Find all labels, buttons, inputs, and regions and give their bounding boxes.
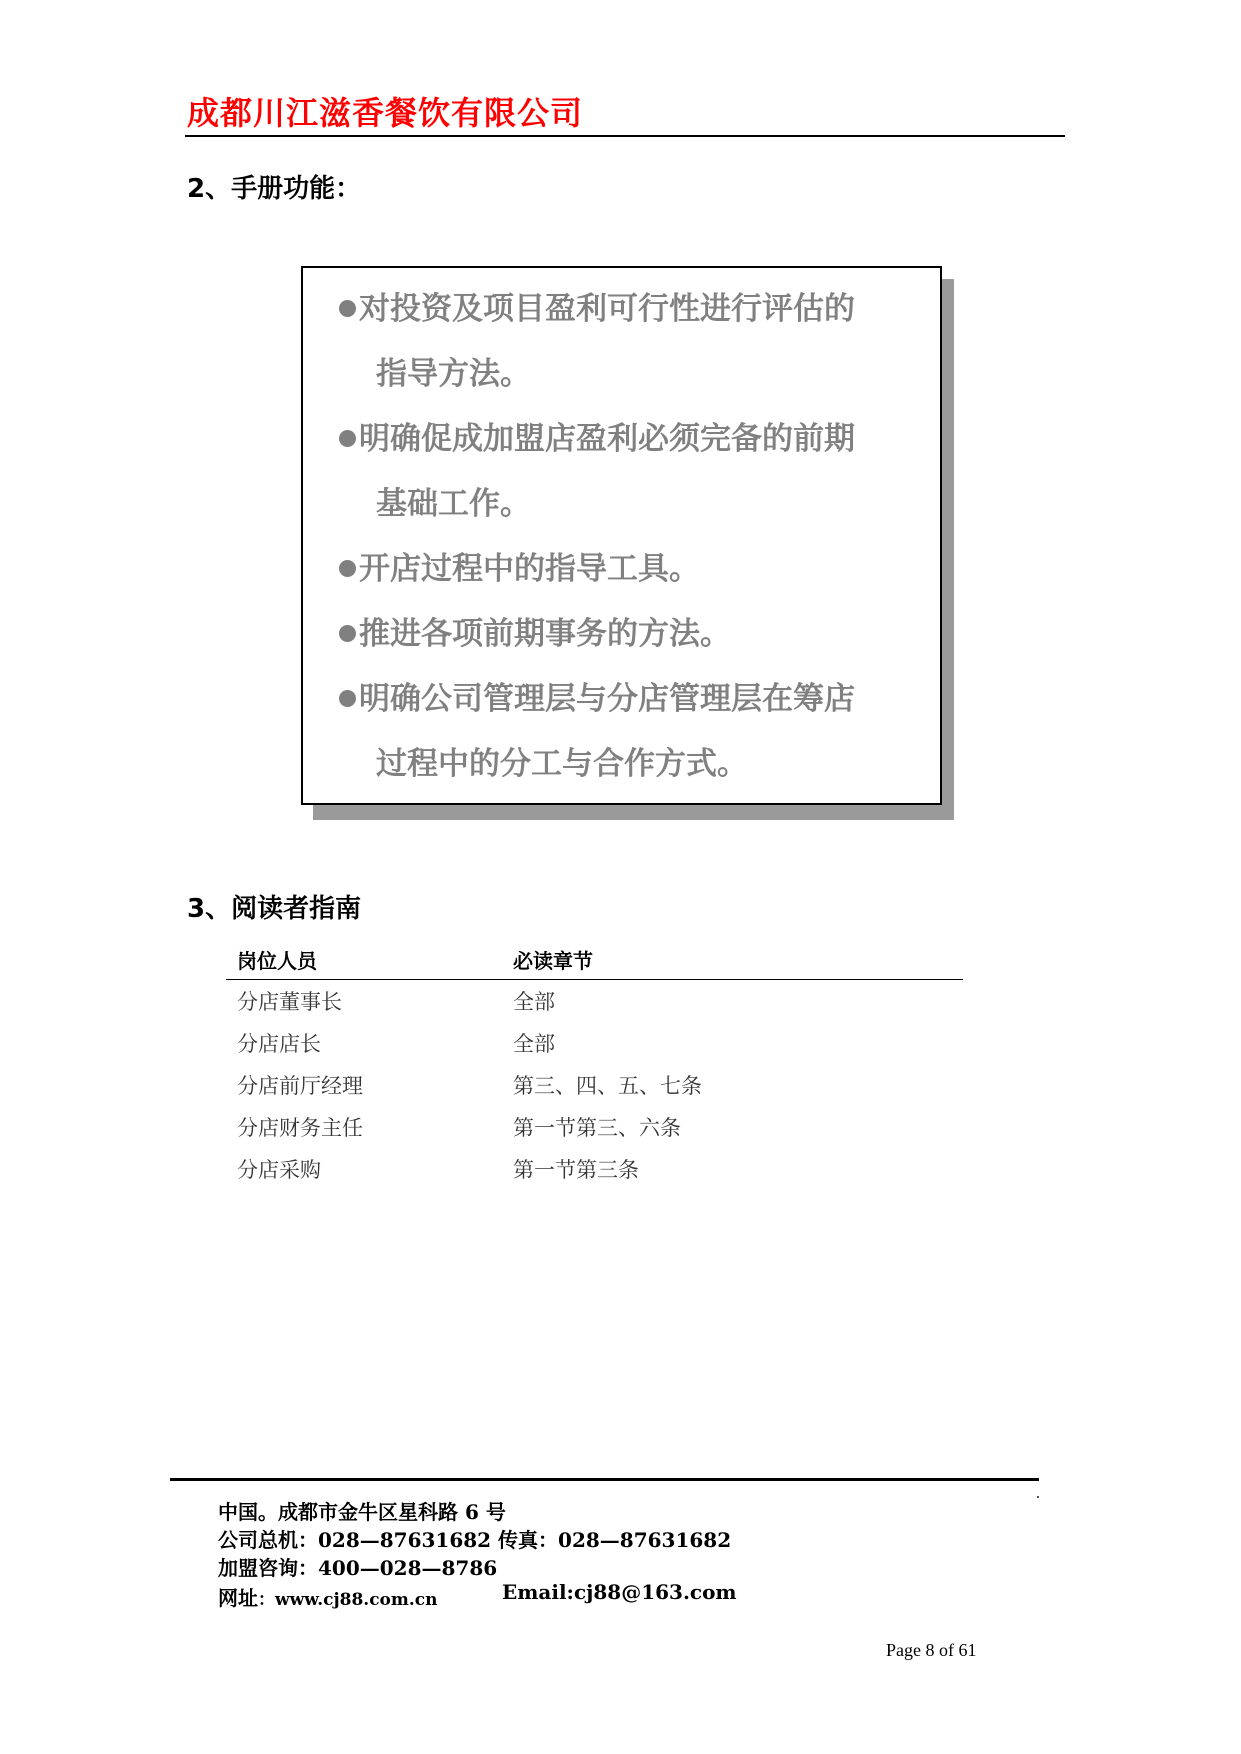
footer-address: 中国。成都市金牛区星科路 6 号 <box>218 1500 506 1524</box>
table-cell-chapters: 第一节第三、六条 <box>513 1116 681 1140</box>
table-cell-chapters: 第三、四、五、七条 <box>513 1074 702 1098</box>
feature-text: 明确促成加盟店盈利必须完备的前期 <box>359 421 855 457</box>
footer-web-label: 网址 <box>218 1586 258 1610</box>
table-header-divider <box>226 979 963 980</box>
feature-text: 推进各项前期事务的方法。 <box>359 616 731 652</box>
table-cell-role: 分店董事长 <box>237 990 342 1014</box>
feature-continuation: 指导方法。 <box>376 356 531 392</box>
table-cell-chapters: 全部 <box>513 1032 555 1056</box>
table-cell-chapters: 全部 <box>513 990 555 1014</box>
company-name: 成都川江滋香餐饮有限公司 <box>187 94 584 132</box>
table-cell-role: 分店前厅经理 <box>237 1074 363 1098</box>
feature-item <box>339 419 855 459</box>
feature-text: 对投资及项目盈利可行性进行评估的 <box>359 291 855 327</box>
header-divider <box>185 135 1065 137</box>
feature-continuation: 基础工作。 <box>376 486 531 522</box>
bullet-icon <box>339 300 356 317</box>
feature-item <box>339 614 731 654</box>
feature-item <box>339 679 855 719</box>
section-heading-reader-guide: 3、阅读者指南 <box>187 894 362 924</box>
section-heading-manual-functions: 2、手册功能： <box>187 174 362 204</box>
footer-phone: 公司总机：028—87631682 传真：028—87631682 <box>218 1528 732 1552</box>
feature-item <box>339 549 700 589</box>
table-cell-role: 分店采购 <box>237 1158 321 1182</box>
table-header-role: 岗位人员 <box>237 949 317 973</box>
table-cell-chapters: 第一节第三条 <box>513 1158 639 1182</box>
footer-email[interactable]: Email:cj88@163.com <box>502 1580 737 1604</box>
bullet-icon <box>339 690 356 707</box>
features-box <box>301 266 942 805</box>
bullet-icon <box>339 430 356 447</box>
table-cell-role: 分店财务主任 <box>237 1116 363 1140</box>
table-header-chapters: 必读章节 <box>513 949 593 973</box>
feature-continuation: 过程中的分工与合作方式。 <box>376 746 748 782</box>
feature-item <box>339 289 855 329</box>
feature-text: 开店过程中的指导工具。 <box>359 551 700 587</box>
footer-divider <box>170 1478 1039 1481</box>
bullet-icon <box>339 560 356 577</box>
footer-mark <box>1037 1496 1039 1498</box>
bullet-icon <box>339 625 356 642</box>
footer-website <box>218 1582 438 1611</box>
feature-text: 明确公司管理层与分店管理层在筹店 <box>359 681 855 717</box>
page-number: Page 8 of 61 <box>886 1640 977 1660</box>
footer-franchise: 加盟咨询：400—028—8786 <box>218 1556 498 1580</box>
table-cell-role: 分店店长 <box>237 1032 321 1056</box>
website-link[interactable]: ：www.cj88.com.cn <box>258 1590 438 1610</box>
